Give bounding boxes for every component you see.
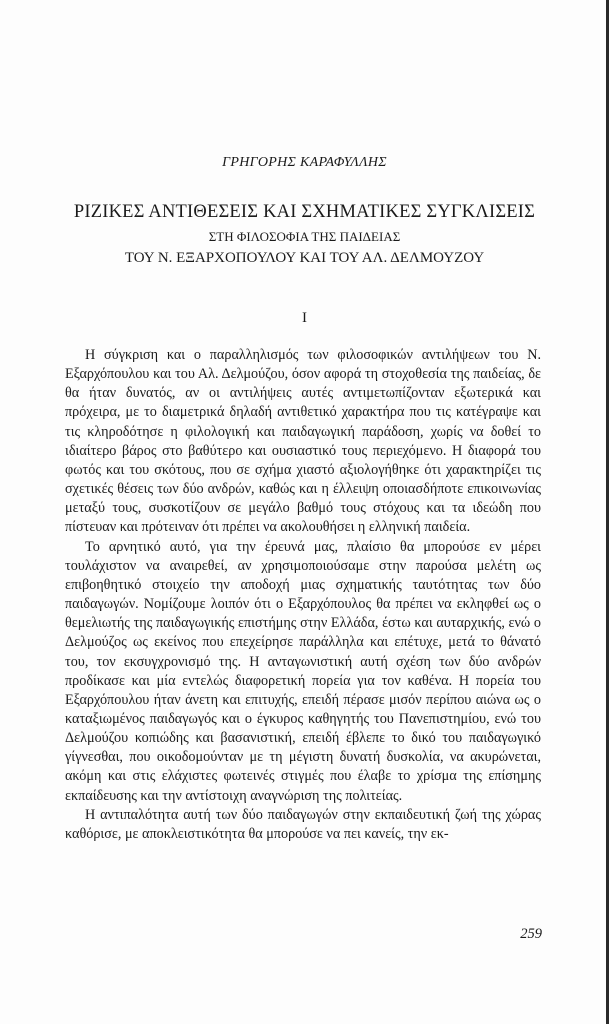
article-subtitle-line-2: ΤΟΥ Ν. ΕΞΑΡΧΟΠΟΥΛΟΥ ΚΑΙ ΤΟΥ ΑΛ. ΔΕΛΜΟΥΖΟΥ <box>124 250 485 266</box>
article-subtitle-line-1: ΣΤΗ ΦΙΛΟΣΟΦΙΑ ΤΗΣ ΠΑΙΔΕΙΑΣ <box>208 229 401 244</box>
author-name: ΓΡΗΓΟΡΗΣ ΚΑΡΑΦΥΛΛΗΣ <box>222 155 387 170</box>
page-number: 259 <box>520 926 542 942</box>
body-text <box>65 346 541 844</box>
article-title: ΡΙΖΙΚΕΣ ΑΝΤΙΘΕΣΕΙΣ ΚΑΙ ΣΧΗΜΑΤΙΚΕΣ ΣΥΓΚΛΙΣΕΙΣ <box>73 202 536 222</box>
section-number: Ι <box>302 310 307 326</box>
paragraph-2: Το αρνητικό αυτό, για την έρευνά μας, πλαίσιο θα μπορούσε εν μέρει τουλάχιστον να αναιρεθεί, αν χρησιμοποιούσαμε στην παρούσα μελέτη ως επιβοηθητικό στοιχείο την αποδοχή μιας σχηματικής ταυτότητας των δύο παιδαγωγών. Νομίζουμε λοιπόν ότι ο Εξαρχόπουλος θα πρέπει να εκληφθεί ως ο θεμελιωτής της παιδαγωγικής επιστήμης στην Ελλάδα, έστω και αυταρχικής, ενώ ο Δελμούζος ως εκείνος που επεχείρησε παράλληλα και επέτυχε, μετά το θάνατό του, τον εκσυγχρονισμό της. Η ανταγωνιστική αυτή σχέση των δύο ανδρών προδίκασε και μία εντελώς διαφορετική πορεία για τον καθένα. Η πορεία του Εξαρχόπουλου ήταν άνετη και επιτυχής, επειδή πέρασε μισόν περίπου αιώνα ως ο καταξιωμένος παιδαγωγός και ο έγκυρος καθηγητής του Πανεπιστημίου, ενώ του Δελμούζου κοπιώδης και βασανιστική, επειδή έβλεπε το δικό του παιδαγωγικό γίγνεσθαι, που οικοδομούνταν με τη μέγιστη δυνατή δυσκολία, να ακυρώνεται, ακόμη και στις ελάχιστες φωτεινές στιγμές που έλαβε το χρίσμα της επίσημης εκπαίδευσης και την αντίστοιχη αναγνώριση της πολιτείας. <box>65 538 541 804</box>
paragraph-3: Η αντιπαλότητα αυτή των δύο παιδαγωγών στην εκπαιδευτική ζωή της χώρας καθόρισε, με αποκλειστικότητα θα μπορούσε να πει κανείς, την εκ- <box>65 806 541 842</box>
paragraph-1: Η σύγκριση και ο παραλληλισμός των φιλοσοφικών αντιλήψεων του Ν. Εξαρχόπουλου και του Αλ. Δελμούζου, όσον αφορά τη στοχοθεσία της παιδείας, δε θα ήταν δυνατός, αν οι αντιλήψεις αυτές αντιμετωπίζονταν εξωτερικά και πρόχειρα, με το διαμετρικά δηλαδή αντιθετικό χαρακτήρα που τις κατέγραψε και τις κληροδότησε η φιλολογική και παιδαγωγική παράδοση, χωρίς να δοθεί το ιδιαίτερο βάρος στο βαθύτερο και ουσιαστικό τους περιεχόμενο. Η διαφορά του φωτός και του σκότους, που σε σχήμα χιαστό αξιολογήθηκε ότι χαρακτηρίζει τις σχετικές θέσεις των δύο ανδρών, καθώς και η έλλειψη οποιασδήποτε επικοινωνίας μεταξύ τους, συσκοτίζουν σε μεγάλο βαθμό τους στόχους και τα ιδεώδη που πίστευαν και πρότειναν ότι πρέπει να ακολουθήσει η ελληνική παιδεία. <box>65 347 541 536</box>
